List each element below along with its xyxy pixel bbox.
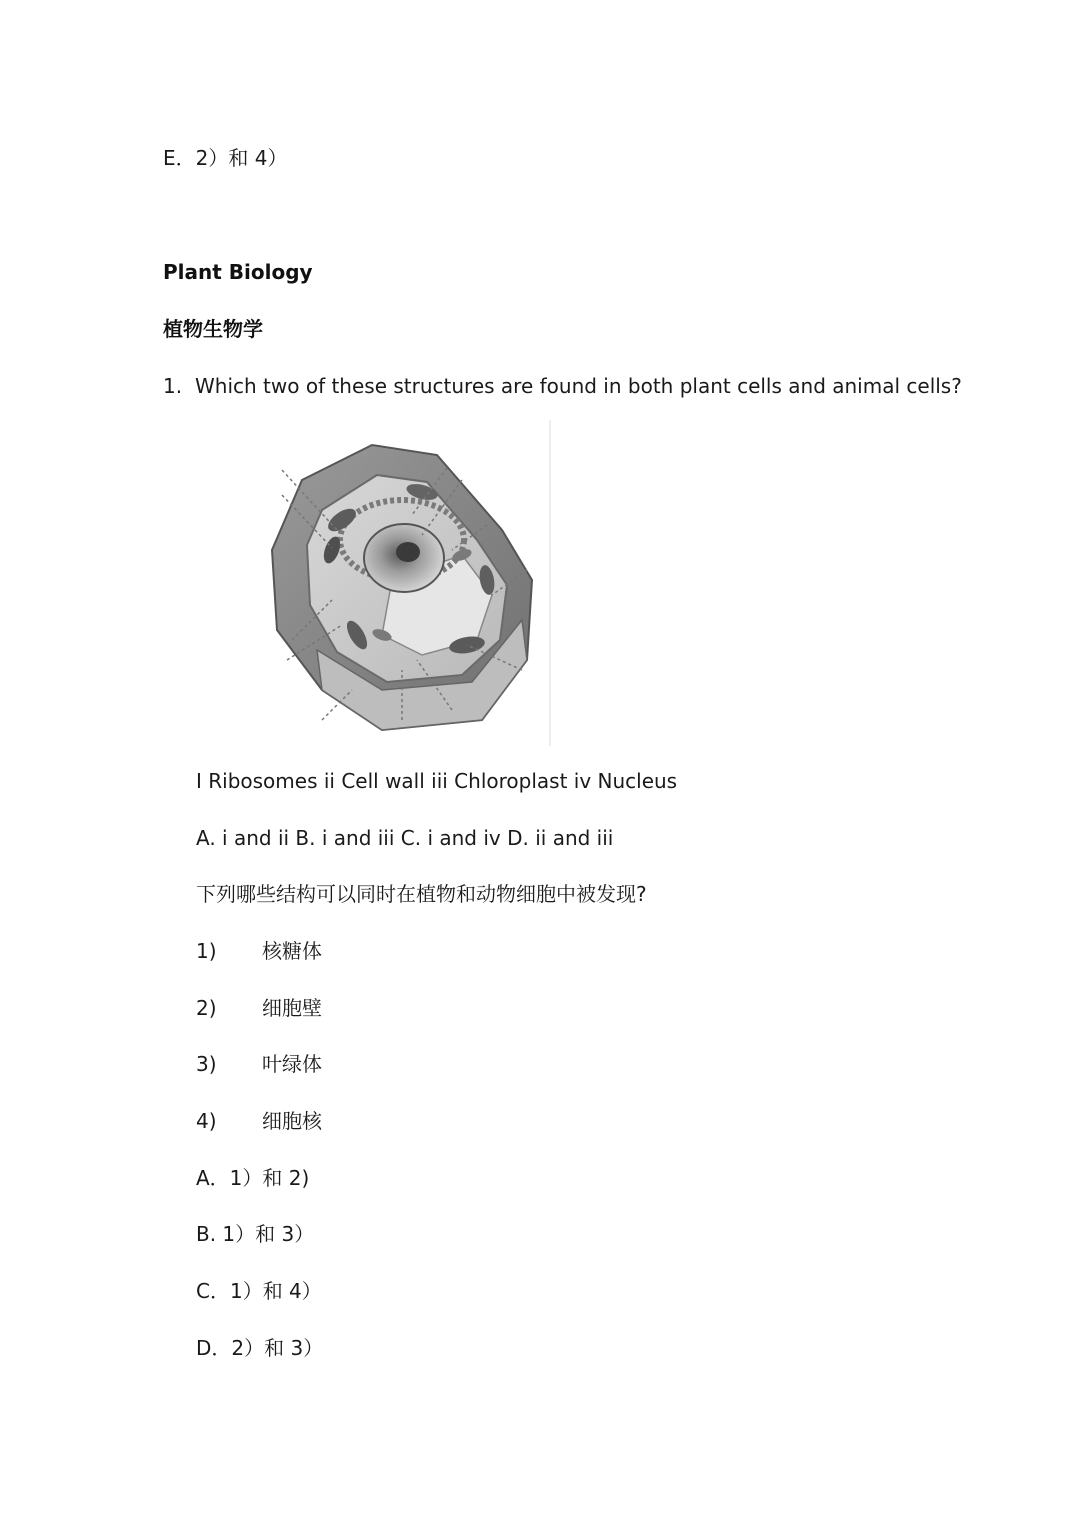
item-zh-4 (196, 1107, 322, 1135)
item-number: 1) (196, 939, 217, 963)
item-zh-3 (196, 1050, 322, 1078)
item-number: 2) (196, 996, 217, 1020)
item-number: 4) (196, 1109, 217, 1133)
option-zh-b: B. 1）和 3） (196, 1222, 315, 1246)
item-label: 叶绿体 (262, 1052, 322, 1076)
section-title-en: Plant Biology (163, 260, 313, 284)
section-title-zh: 植物生物学 (163, 317, 263, 341)
question-text-en: Which two of these structures are found in both plant cells and animal cells? (195, 374, 962, 398)
item-label: 细胞核 (262, 1109, 322, 1133)
option-zh-d: D．2）和 3） (196, 1336, 324, 1360)
option-zh-a: A．1）和 2) (196, 1166, 310, 1190)
option-zh-c: C．1）和 4） (196, 1279, 322, 1303)
question-text-zh: 下列哪些结构可以同时在植物和动物细胞中被发现? (196, 882, 647, 906)
item-number: 3) (196, 1052, 217, 1076)
item-label: 核糖体 (262, 939, 322, 963)
prev-option-e: E．2）和 4） (163, 146, 288, 170)
plant-cell-diagram (262, 420, 554, 746)
structures-list-en: I Ribosomes ii Cell wall iii Chloroplast iv Nucleus (196, 769, 678, 793)
item-zh-1 (196, 937, 322, 965)
item-label: 细胞壁 (262, 996, 322, 1020)
item-zh-2 (196, 994, 322, 1022)
question-number: 1. (163, 374, 183, 398)
options-en: A. i and ii B. i and iii C. i and iv D. ii and iii (196, 826, 614, 850)
question-1 (163, 372, 962, 400)
